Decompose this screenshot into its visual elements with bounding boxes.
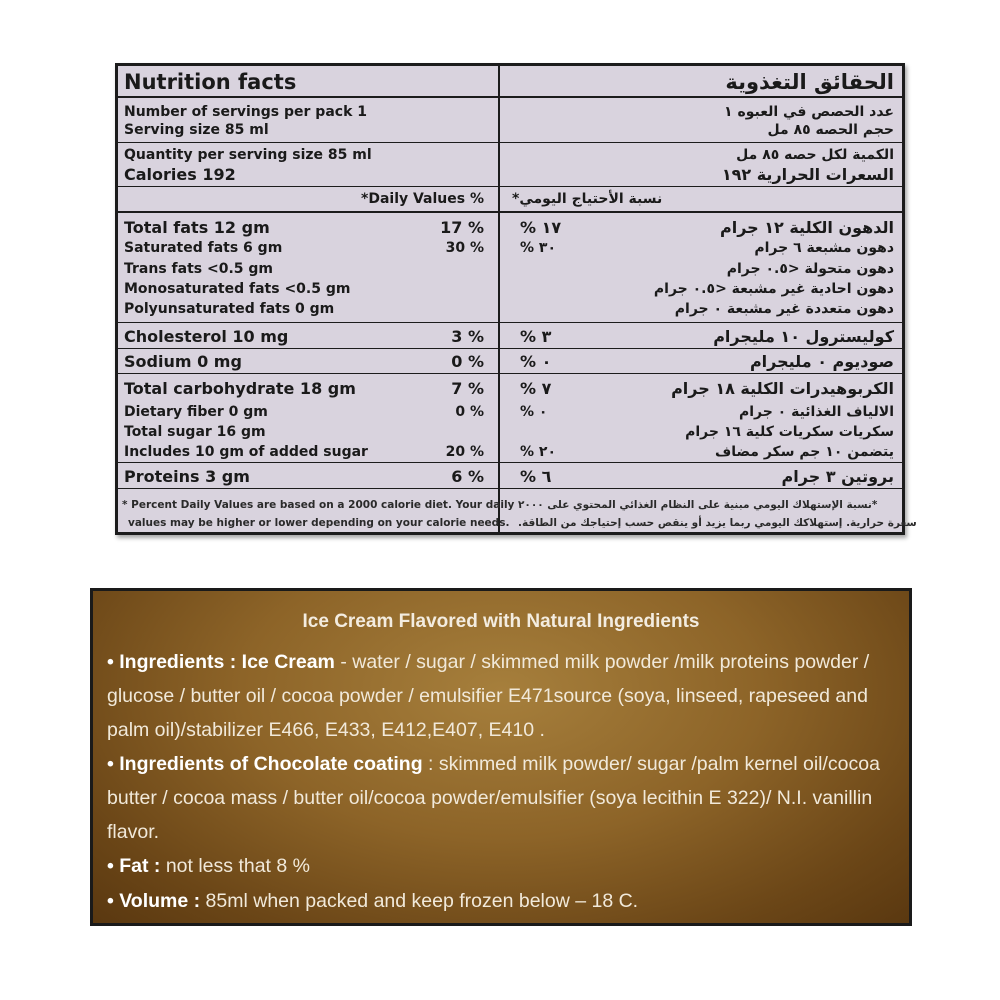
daily-values-header-en: *Daily Values % — [361, 191, 484, 207]
footnote-ar-line-1-text: *نسبة الإستهلاك اليومي مبنية على النظام الغذائي المحتوي على ٢٠٠٠ — [518, 499, 878, 511]
nutrient-dv-ar: % ٠ — [520, 352, 552, 371]
nutrient-row-en — [124, 259, 492, 279]
nutrient-row-ar — [504, 422, 898, 442]
nutrient-dv-ar: % ٢٠ — [520, 444, 556, 460]
nutrient-label-ar: بروتين ٣ جرام — [781, 467, 894, 486]
rule — [118, 348, 902, 349]
nutrition-facts-panel — [115, 63, 917, 535]
rule — [118, 96, 902, 98]
rule — [118, 211, 902, 213]
nutrient-dv-ar: % ٠ — [520, 404, 548, 420]
nutrition-title-ar — [504, 69, 898, 95]
nutrient-label-en: Total carbohydrate 18 gm — [124, 379, 356, 398]
ingredients-panel — [90, 588, 912, 926]
nutrient-row-en — [124, 422, 492, 442]
nutrient-label-ar: الالياف الغذائية ٠ جرام — [738, 404, 894, 420]
nutrient-dv-en: 6 % — [451, 467, 484, 486]
volume-info — [107, 884, 895, 918]
nutrient-dv-ar: % ٦ — [520, 467, 552, 486]
nutrient-label-en: Proteins 3 gm — [124, 467, 250, 486]
nutrient-row-ar — [504, 217, 898, 239]
nutrient-label-en: Dietary fiber 0 gm — [124, 404, 268, 420]
fat-content — [107, 849, 895, 883]
nutrient-label-en: Sodium 0 mg — [124, 352, 242, 371]
nutrient-label-en: Total fats 12 gm — [124, 218, 270, 237]
nutrient-row-ar — [504, 238, 898, 258]
nutrient-row-ar — [504, 442, 898, 462]
nutrient-dv-en: 0 % — [455, 404, 484, 420]
calories-en: Calories 192 — [124, 165, 236, 184]
nutrient-label-ar: دهون مشبعة ٦ جرام — [754, 240, 894, 256]
nutrient-row-en — [124, 326, 492, 348]
nutrient-label-en: Polyunsaturated fats 0 gm — [124, 301, 335, 317]
footnote-en-line-1: * Percent Daily Values are based on a 2000 calorie diet. Your daily — [122, 499, 515, 511]
nutrient-label-en: Saturated fats 6 gm — [124, 240, 283, 256]
fat-label: • Fat : — [107, 855, 161, 877]
nutrient-row-ar — [504, 299, 898, 319]
servings-per-pack-en: Number of servings per pack 1 — [124, 104, 367, 120]
nutrient-dv-en: 20 % — [445, 444, 484, 460]
nutrient-label-ar: دهون متحولة <٠.٥ جرام — [726, 261, 894, 277]
nutrient-dv-en: 3 % — [451, 327, 484, 346]
nutrient-label-ar: صوديوم ٠ مليجرام — [749, 352, 894, 371]
serving-size-ar-text: حجم الحصه ٨٥ مل — [767, 122, 894, 138]
nutrient-row-en — [124, 378, 492, 400]
nutrient-row-ar — [504, 351, 898, 373]
nutrient-dv-ar: % ١٧ — [520, 218, 562, 237]
volume-text: 85ml when packed and keep frozen below – 18 C. — [200, 890, 639, 912]
nutrient-label-ar: الدهون الكلية ١٢ جرام — [719, 218, 894, 237]
ingredients-ice-cream — [107, 645, 895, 747]
nutrient-row-en — [124, 402, 492, 422]
nutrient-label-ar: دهون احادية غير مشبعة <٠.٥ جرام — [653, 281, 894, 297]
nutrient-label-en: Trans fats <0.5 gm — [124, 261, 273, 277]
volume-label: • Volume : — [107, 890, 201, 912]
daily-values-header-ar-text: نسبة الأحتياج اليومي* — [512, 191, 663, 207]
nutrient-row-en — [124, 217, 492, 239]
nutrient-label-en: Includes 10 gm of added sugar — [124, 444, 368, 460]
calories-ar-text: السعرات الحرارية ١٩٢ — [721, 165, 894, 184]
nutrient-label-en: Cholesterol 10 mg — [124, 327, 289, 346]
nutrient-label-en: Monosaturated fats <0.5 gm — [124, 281, 351, 297]
servings-per-pack-ar-text: عدد الحصص في العبوه ١ — [724, 104, 894, 120]
nutrient-dv-ar: % ٣٠ — [520, 240, 556, 256]
quantity-per-serving-en: Quantity per serving size 85 ml — [124, 147, 372, 163]
rule — [118, 373, 902, 374]
nutrient-row-ar — [504, 326, 898, 348]
rule — [118, 462, 902, 463]
nutrient-dv-ar: % ٣ — [520, 327, 552, 346]
ingredients-chocolate-coating — [107, 747, 895, 849]
nutrient-row-en — [124, 442, 492, 462]
nutrient-label-ar: كوليسترول ١٠ مليجرام — [713, 327, 894, 346]
nutrient-label-ar: دهون متعددة غير مشبعة ٠ جرام — [674, 301, 894, 317]
quantity-per-serving-ar-text: الكمية لكل حصه ٨٥ مل — [736, 147, 894, 163]
nutrient-row-ar — [504, 279, 898, 299]
fat-text: not less that 8 % — [160, 855, 310, 877]
ingredients-title: Ice Cream Flavored with Natural Ingredients — [302, 611, 700, 632]
rule — [118, 186, 902, 187]
nutrient-label-ar: الكربوهيدرات الكلية ١٨ جرام — [671, 379, 894, 398]
nutrient-row-en — [124, 466, 492, 488]
nutrient-dv-en: 0 % — [451, 352, 484, 371]
nutrient-dv-en: 30 % — [445, 240, 484, 256]
nutrient-row-ar — [504, 378, 898, 400]
nutrient-row-ar — [504, 259, 898, 279]
nutrient-dv-en: 7 % — [451, 379, 484, 398]
servings-per-pack-ar — [504, 102, 898, 122]
quantity-per-serving-ar — [504, 145, 898, 165]
serving-size-ar — [504, 120, 898, 140]
nutrient-row-en — [124, 279, 492, 299]
nutrient-row-en — [124, 238, 492, 258]
calories-ar — [504, 164, 898, 186]
rule — [118, 142, 902, 143]
nutrient-dv-en: 17 % — [440, 218, 484, 237]
serving-size-en: Serving size 85 ml — [124, 122, 269, 138]
nutrient-row-en — [124, 351, 492, 373]
ingredients-chocolate-text: : skimmed milk powder/ sugar /palm kernel oil/cocoa butter / cocoa mass / butter oil/cocoa powder/emulsifier (soya lecithin E 322)/ N.I. vanillin flavor. — [107, 753, 880, 843]
rule — [118, 488, 902, 489]
footnote-ar-line-2-text: سعرة حرارية. إستهلاكك اليومي ربما يزيد أو ينقص حسب إحتياجك من الطاقة. — [518, 517, 917, 529]
nutrient-row-ar — [504, 402, 898, 422]
nutrient-label-ar: سكريات سكريات كلية ١٦ جرام — [685, 424, 894, 440]
nutrient-label-en: Total sugar 16 gm — [124, 424, 266, 440]
ingredients-ice-cream-label: • Ingredients : Ice Cream — [107, 651, 335, 673]
nutrient-label-ar: يتضمن ١٠ جم سكر مضاف — [714, 444, 894, 460]
nutrient-row-ar — [504, 466, 898, 488]
daily-values-header-ar — [504, 189, 898, 209]
rule — [118, 322, 902, 323]
nutrient-row-en — [124, 299, 492, 319]
nutrition-title-en: Nutrition facts — [124, 70, 297, 94]
ingredients-ice-cream-text: - water / sugar / skimmed milk powder /milk proteins powder / glucose / butter oil / cocoa powder / emulsifier E471source (soya, linseed, rapeseed and palm oil)/stabilizer E466, E433, E412,E407, E410 . — [107, 651, 870, 741]
ingredients-chocolate-label: • Ingredients of Chocolate coating — [107, 753, 423, 775]
footnote-en-line-2: values may be higher or lower depending on your calorie needs. — [128, 517, 510, 529]
nutrient-dv-ar: % ٧ — [520, 379, 552, 398]
nutrition-title-ar-text: الحقائق التغذوية — [725, 70, 894, 94]
